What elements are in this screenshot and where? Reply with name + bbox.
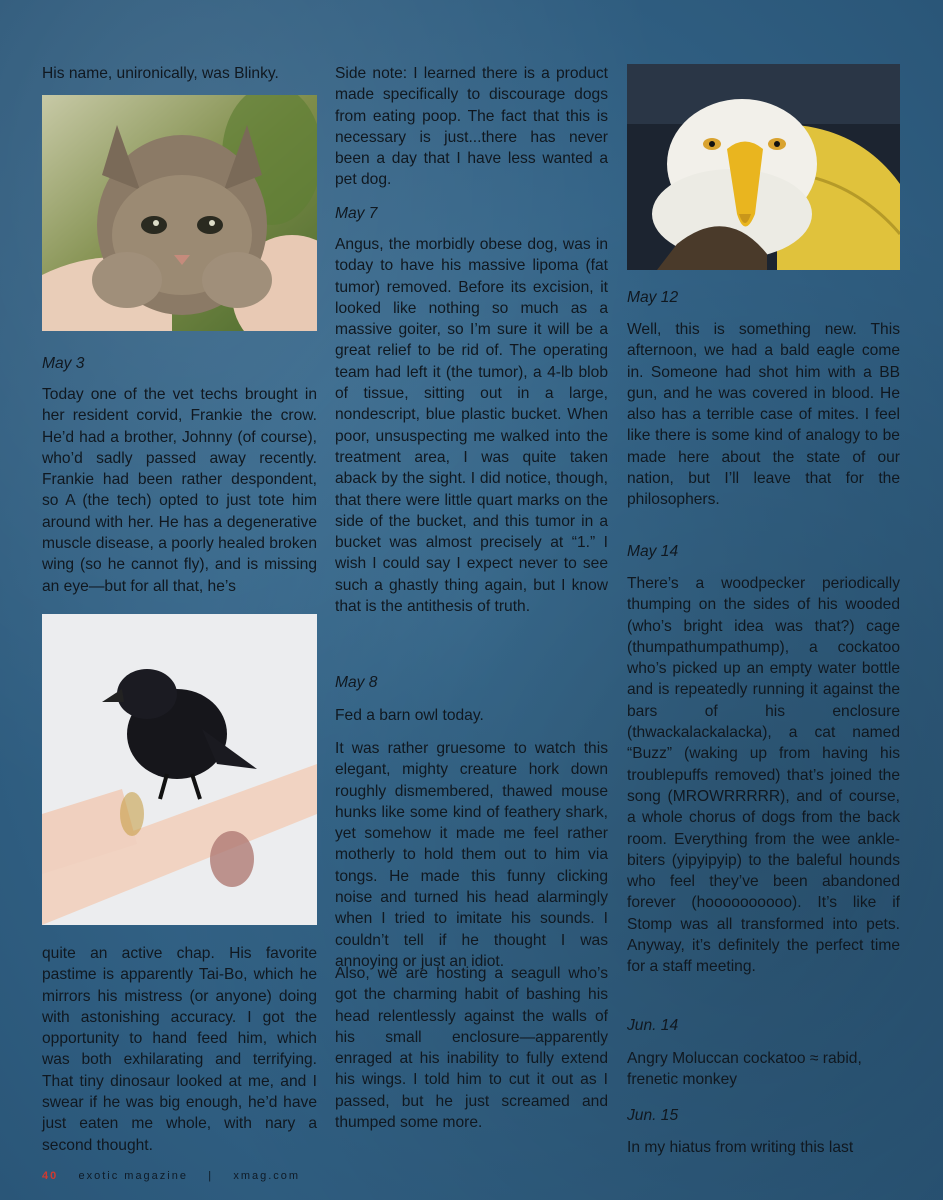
page-number: 40 — [42, 1170, 59, 1182]
page-footer — [42, 1170, 300, 1182]
date-may-8: May 8 — [335, 674, 378, 691]
date-may-12: May 12 — [627, 289, 679, 306]
date-may-3: May 3 — [42, 355, 85, 372]
paragraph-barn-owl: Fed a barn owl today. — [335, 707, 484, 724]
date-may-7: May 7 — [335, 205, 378, 222]
date-jun-15: Jun. 15 — [627, 1107, 679, 1124]
paragraph-cockatoo: Angry Moluccan cockatoo ≈ rabid, frenetic monkey — [627, 1050, 862, 1089]
paragraph-crow-continued: quite an active chap. His favorite pastime is apparently Tai-Bo, which he mirrors his mistress (or anyone) doing with astonishing accuracy. I got the opportunity to hand feed him, which was both exhilarating and terrifying. That tiny dinosaur looked at me, and I swear if he was big enough, he’d have just eaten me whole, with nary a second thought. — [42, 945, 317, 1154]
paragraph-bald-eagle: Well, this is something new. This afternoon, we had a bald eagle come in. Someone had shot him with a BB gun, and he was covered in blood. He also has a terrible case of mites. I feel like there is some kind of analogy to be made here about the state of our nation, but I’ll leave that for the philosophers. — [627, 321, 900, 509]
crow-photo — [42, 614, 317, 925]
paragraph-crow: Today one of the vet techs brought in her resident corvid, Frankie the crow. He’d had a brother, Johnny (of course), who’d sadly passed away recently. Frankie had been rather despondent, so A (the tech) opted to just tote him around with her. He has a degenerative muscle disease, a poorly healed broken wing (so he cannot fly), and is missing an eye—but for all that, he’s — [42, 386, 317, 595]
date-jun-14: Jun. 14 — [627, 1017, 679, 1034]
magazine-name: exotic magazine — [78, 1170, 188, 1182]
paragraph-side-note: Side note: I learned there is a product made specifically to discourage dogs from eating poop. The fact that this is necessary is just...there has never been a day that I have less wanted a pet dog. — [335, 65, 608, 189]
footer-separator: | — [208, 1170, 214, 1182]
paragraph-seagull: Also, we are hosting a seagull who’s got the charming habit of bashing his head relentlessly against the walls of his small enclosure—apparently enraged at his inability to fully extend his wings. I told him to cut it out as I passed, but he just screamed and thumped some more. — [335, 965, 608, 1132]
paragraph-hiatus: In my hiatus from writing this last — [627, 1139, 854, 1156]
eagle-photo — [627, 64, 900, 270]
date-may-14: May 14 — [627, 543, 679, 560]
kitten-photo — [42, 95, 317, 331]
paragraph-angus: Angus, the morbidly obese dog, was in today to have his massive lipoma (fat tumor) removed. Before its excision, it looked like nothing so much as a massive goiter, so I’m sure it will be a great relief to be rid of. The operating team had left it (the tumor), a 4-lb blob of tissue, sitting out in a large, nondescript, blue plastic bucket. When poor, unsuspecting me walked into the treatment area, I was quite taken aback by the sight. I did notice, though, that there were little quart marks on the side of the bucket, and this tumor in a bucket was almost precisely at “1.” I wish I could say I expect never to see such a ghastly thing again, but I know that is the antithesis of truth. — [335, 236, 608, 616]
paragraph-woodpecker: There’s a woodpecker periodically thumping on the sides of his wooded (who’s bright idea was that?) cage (thumpathumpathump), a cockatoo who’s picked up an empty water bottle and is repeatedly running it against the bars of his enclosure (thwackalackalacka), a cat named “Buzz” (waking up from having his troublepuffs removed) that’s joined the song (MROWRRRRR), and of course, a whole chorus of dogs from the back room. Everything from the wee ankle-biters (yipyipyip) to the baleful hounds who feel they’ve been abandoned forever (hoooooooooo). It’s like if Stomp was all transformed into pets. Anyway, it’s definitely the perfect time for a staff meeting. — [627, 575, 900, 976]
magazine-site-link[interactable]: xmag.com — [233, 1170, 301, 1182]
intro-text: His name, unironically, was Blinky. — [42, 65, 279, 82]
paragraph-owl-feeding: It was rather gruesome to watch this elegant, mighty creature hork down roughly dismembered, thawed mouse hunks like some kind of feathery shark, yet somehow it made me feel rather motherly to hold them out to him via tongs. He made this funny clicking noise and turned his head alarmingly when I tried to imitate his sounds. I couldn’t tell if he thought I was annoying or just an idiot. — [335, 740, 608, 970]
